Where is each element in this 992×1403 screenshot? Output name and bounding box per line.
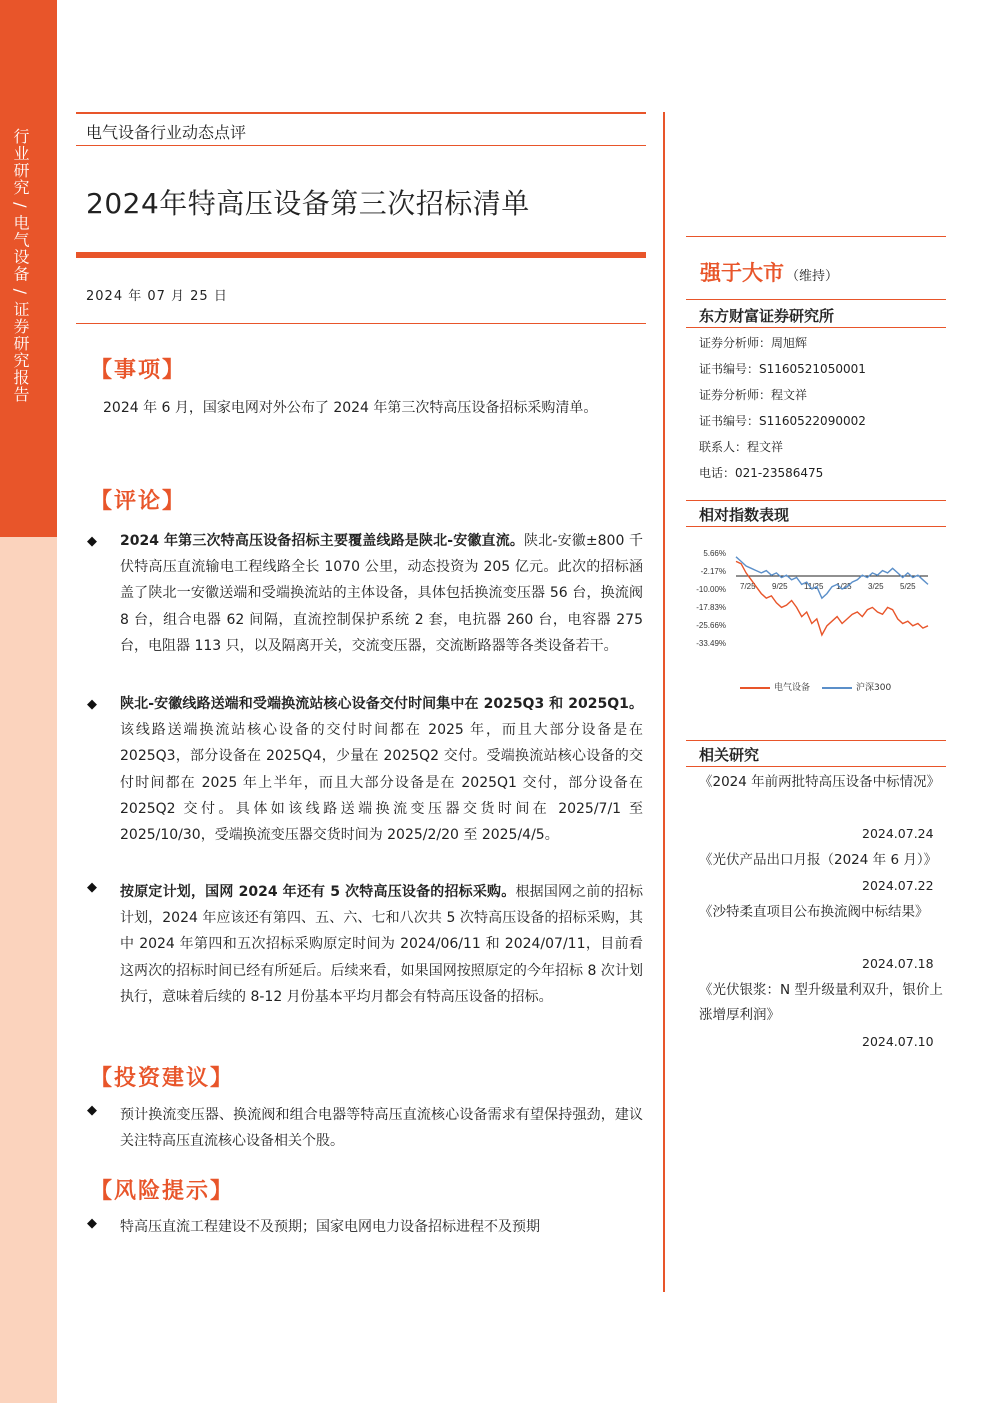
comment-3-body: 根据国网之前的招标计划，2024 年应该还有第四、五、六、七和八次共 5 次特高压设备的招标采购，其中 2024 年第四和五次招标采购原定时间为 2024/06/11 和 2024/07/11，目前看这两次的招标时间已经有所延后。后续来看，如果国网按照原定的今年招标 8 次计划执行，意味着后续的 8-12 月份基本平均月都会有特高压设备的招标。: [120, 884, 644, 1005]
rating-main: 强于大市: [700, 261, 784, 285]
x-tick-label: 11/25: [804, 582, 824, 592]
x-tick-label: 9/25: [772, 582, 788, 592]
related-rule-bottom: [686, 766, 946, 767]
invest-text: 预计换流变压器、换流阀和组合电器等特高压直流核心设备需求有望保持强劲，建议关注特高压直流核心设备相关个股。: [120, 1107, 643, 1150]
legend-item-hs300: 沪深300: [822, 680, 891, 693]
x-tick-label: 3/25: [868, 582, 884, 592]
legend-item-electrical: 电气设备: [740, 680, 810, 693]
y-tick-label: -17.83%: [696, 603, 726, 612]
column-divider: [663, 112, 665, 1292]
bullet-diamond-icon: ◆: [87, 534, 97, 549]
phone-line: 电话：021-23586475: [699, 466, 824, 480]
comment-1-lead: 2024 年第三次特高压设备招标主要覆盖线路是陕北-安徽直流。: [120, 533, 525, 549]
legend-swatch-orange: [740, 687, 770, 689]
comment-2-body: 该线路送端换流站核心设备的交付时间都在 2025 年，而且大部分设备是在 2025Q3，部分设备在 2025Q4，少量在 2025Q2 交付。受端换流站核心设备的交付时间都在 2025 年上半年，而且大部分设备是在 2025Q1 交付，部分设备在 2025Q2 交付。具体如该线路送端换流变压器交货时间在 2025/7/1 至 2025/10/30，受端换流变压器交货时间为 2025/2/20 至 2025/4/5。: [120, 722, 643, 844]
comment-paragraph-3: [120, 879, 643, 1010]
top-rule: [76, 112, 646, 114]
rating-rule: [686, 299, 946, 300]
perf-rule-bottom: [686, 526, 946, 527]
comment-paragraph-1: [120, 528, 643, 659]
cert-line: 证书编号：S1160522090002: [699, 414, 866, 428]
title-underline-bar: [76, 252, 646, 258]
analyst-line: 证券分析师：周旭辉: [699, 336, 808, 350]
comment-3-lead: 按原定计划，国网 2024 年还有 5 次特高压设备的招标采购。: [120, 884, 516, 900]
y-tick-label: -10.00%: [696, 585, 726, 594]
report-date: 2024 年 07 月 25 日: [86, 289, 228, 304]
report-type-rule: [76, 145, 646, 146]
perf-rule-top: [686, 500, 946, 501]
series-line-electrical: [736, 561, 928, 635]
institute-rule: [686, 327, 946, 328]
related-report-link[interactable]: 《光伏银浆：N 型升级量利双升，银价上涨增厚利润》: [699, 982, 943, 1023]
cert-line: 证书编号：S1160521050001: [699, 362, 866, 376]
page-title: 2024年特高压设备第三次招标清单: [86, 187, 530, 220]
sidebar-category-label: 行业研究 / 电气设备 / 证券研究报告: [11, 128, 30, 404]
section-heading-matter: 【事项】: [90, 358, 187, 383]
rating-sub: （维持）: [786, 269, 839, 284]
contact-line: 联系人：程文祥: [699, 440, 784, 454]
related-report-link[interactable]: 《2024 年前两批特高压设备中标情况》: [699, 774, 941, 790]
analyst-line: 证券分析师：程文祥: [699, 388, 808, 402]
comment-2-lead: 陕北-安徽线路送端和受端换流站核心设备交付时间集中在 2025Q3 和 2025Q1。: [120, 696, 643, 712]
x-tick-label: 7/25: [740, 582, 756, 592]
related-report-date: 2024.07.18: [862, 956, 934, 971]
bullet-diamond-icon: ◆: [87, 1216, 97, 1231]
rating-badge: [700, 257, 838, 287]
comment-1-body: 陕北-安徽±800 千伏特高压直流输电工程线路全长 1070 公里，动态投资为 205 亿元。此次的招标涵盖了陕北一安徽送端和受端换流站的主体设备，具体包括换流变压器 56 台，换流阀 8 台，组合电器 62 间隔，直流控制保护系统 2 套，电抗器 260 台，电容器 275 台，电阻器 113 只，以及隔离开关，交流变压器，交流断路器等各类设备若干。: [120, 533, 643, 654]
right-top-rule: [686, 236, 946, 237]
relative-performance-chart: [686, 538, 946, 670]
series-line-hs300: [736, 557, 928, 598]
x-tick-label: 1/25: [836, 582, 852, 592]
related-rule-top: [686, 740, 946, 741]
y-tick-label: 5.66%: [703, 549, 726, 558]
bullet-diamond-icon: ◆: [87, 1103, 97, 1118]
bullet-diamond-icon: ◆: [87, 697, 97, 712]
y-tick-label: -2.17%: [700, 567, 726, 576]
institute-name: 东方财富证券研究所: [699, 307, 835, 325]
date-rule: [76, 323, 646, 324]
relative-perf-heading: 相对指数表现: [699, 506, 790, 524]
report-type-label: 电气设备行业动态点评: [86, 123, 247, 142]
related-report-date: 2024.07.22: [862, 878, 934, 893]
comment-paragraph-2: [120, 691, 643, 848]
related-report-link[interactable]: 《光伏产品出口月报（2024 年 6 月）》: [699, 852, 938, 868]
y-tick-label: -33.49%: [696, 639, 726, 648]
section-heading-invest: 【投资建议】: [90, 1066, 235, 1091]
legend-swatch-blue: [822, 687, 852, 689]
left-sidebar: [0, 0, 57, 1403]
sidebar-light-block: [0, 537, 57, 1403]
related-heading: 相关研究: [699, 746, 760, 764]
y-tick-label: -25.66%: [696, 621, 726, 630]
related-report-link[interactable]: 《沙特柔直项目公布换流阀中标结果》: [699, 904, 929, 920]
related-report-date: 2024.07.10: [862, 1034, 934, 1049]
section-heading-comment: 【评论】: [90, 489, 187, 514]
risk-text: 特高压直流工程建设不及预期；国家电网电力设备招标进程不及预期: [120, 1219, 540, 1235]
matter-text: 2024 年 6 月，国家电网对外公布了 2024 年第三次特高压设备招标采购清单。: [103, 400, 598, 416]
section-heading-risk: 【风险提示】: [90, 1179, 235, 1204]
bullet-diamond-icon: ◆: [87, 880, 97, 895]
related-report-date: 2024.07.24: [862, 826, 934, 841]
x-tick-label: 5/25: [900, 582, 916, 592]
